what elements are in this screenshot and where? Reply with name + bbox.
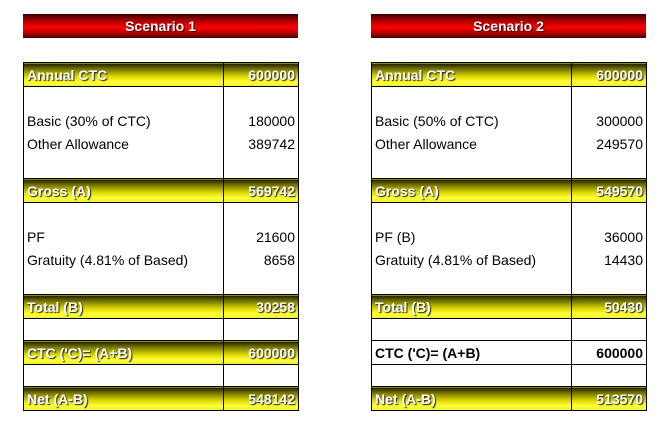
net-label: Net (A-B)	[372, 387, 572, 411]
spacer-cell	[572, 319, 647, 341]
ctc-check-label: CTC ('C)= (A+B)	[372, 341, 572, 365]
ctc-check-value: 600000	[224, 341, 299, 365]
other-allowance-value: 389742	[248, 135, 295, 152]
gratuity-label: Gratuity (4.81% of Based)	[375, 251, 537, 268]
net-label: Net (A-B)	[24, 387, 224, 411]
basic-value: 180000	[248, 112, 295, 129]
gross-value: 569742	[224, 179, 299, 203]
ctc-check-row	[24, 341, 299, 365]
spacer-row	[24, 319, 299, 341]
annual-ctc-value: 600000	[224, 63, 299, 87]
spacer-row	[24, 365, 299, 387]
deductions-row	[24, 203, 299, 295]
annual-ctc-value: 600000	[572, 63, 647, 87]
spacer-cell	[224, 365, 299, 387]
spacer-cell	[572, 365, 647, 387]
gratuity-label: Gratuity (4.81% of Based)	[27, 251, 189, 268]
other-allowance-label: Other Allowance	[375, 135, 477, 152]
ctc-check-label: CTC ('C)= (A+B)	[24, 341, 224, 365]
total-value: 50430	[572, 295, 647, 319]
total-label: Total (B)	[372, 295, 572, 319]
ctc-check-row	[372, 341, 647, 365]
annual-ctc-label: Annual CTC	[24, 63, 224, 87]
net-value: 548142	[224, 387, 299, 411]
earnings-labels	[24, 87, 224, 179]
pf-label: PF	[27, 228, 45, 245]
spacer-cell	[372, 319, 572, 341]
earnings-row	[24, 87, 299, 179]
pf-value: 21600	[256, 228, 295, 245]
total-label: Total (B)	[24, 295, 224, 319]
gross-label: Gross (A)	[372, 179, 572, 203]
gross-label: Gross (A)	[24, 179, 224, 203]
other-allowance-value: 249570	[596, 135, 643, 152]
spacer-row	[372, 365, 647, 387]
spacer-cell	[372, 365, 572, 387]
earnings-row	[372, 87, 647, 179]
total-row	[372, 295, 647, 319]
deductions-values	[224, 203, 299, 295]
annual-ctc-label: Annual CTC	[372, 63, 572, 87]
spacer-cell	[224, 319, 299, 341]
scenario-2-title: Scenario 2	[371, 14, 646, 38]
pf-label: PF (B)	[375, 228, 416, 245]
basic-value: 300000	[596, 112, 643, 129]
net-row	[24, 387, 299, 411]
total-value: 30258	[224, 295, 299, 319]
spacer-cell	[24, 319, 224, 341]
gross-value: 549570	[572, 179, 647, 203]
annual-ctc-row	[372, 63, 647, 87]
spacer-cell	[24, 365, 224, 387]
ctc-check-value: 600000	[572, 341, 647, 365]
deductions-row	[372, 203, 647, 295]
deductions-values	[572, 203, 647, 295]
earnings-values	[572, 87, 647, 179]
net-value: 513570	[572, 387, 647, 411]
scenario-2-table	[371, 62, 647, 411]
spacer-row	[372, 319, 647, 341]
scenario-1-title: Scenario 1	[23, 14, 298, 38]
gross-row	[372, 179, 647, 203]
scenario-1-table	[23, 62, 299, 411]
basic-label: Basic (30% of CTC)	[27, 112, 151, 129]
gratuity-value: 8658	[263, 251, 295, 268]
other-allowance-label: Other Allowance	[27, 135, 129, 152]
earnings-labels	[372, 87, 572, 179]
annual-ctc-row	[24, 63, 299, 87]
total-row	[24, 295, 299, 319]
basic-label: Basic (50% of CTC)	[375, 112, 499, 129]
pf-value: 36000	[604, 228, 643, 245]
deductions-labels	[372, 203, 572, 295]
deductions-labels	[24, 203, 224, 295]
gratuity-value: 14430	[604, 251, 643, 268]
earnings-values	[224, 87, 299, 179]
net-row	[372, 387, 647, 411]
gross-row	[24, 179, 299, 203]
